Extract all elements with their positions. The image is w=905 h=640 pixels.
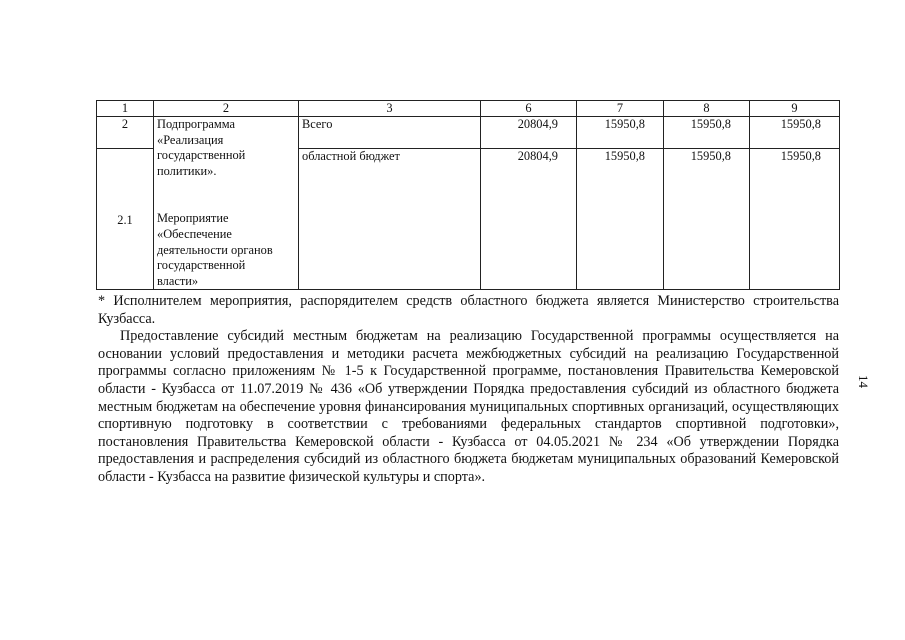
value-cell-8: 15950,8: [664, 117, 750, 149]
row-number: 2.1: [117, 213, 133, 228]
name-cell: [154, 117, 299, 290]
page-number: 14: [856, 375, 871, 388]
header-cell-8: 8: [664, 101, 750, 117]
value-cell-6: 20804,9: [481, 149, 577, 290]
table-header-row: [97, 101, 840, 117]
row-number: 2: [121, 117, 129, 131]
value-cell-6: 20804,9: [481, 117, 577, 149]
header-cell-2: 2: [154, 101, 299, 117]
header-cell-9: 9: [750, 101, 840, 117]
body-text: [98, 293, 839, 487]
table-row-total: [97, 117, 840, 149]
main-paragraph: Предоставление субсидий местным бюджетам на реализацию Государственной программы осуществляется на основании условий предоставления и методики расчета межбюджетных субсидий на реализацию Государственной программы согласно приложениям № 1-5 к Государственной программе, постановления Правительства Кемеровской области - Кузбасса от 11.07.2019 № 436 «Об утверждении Порядка предоставления субсидий из областного бюджета местным бюджетам на обеспечение уровня финансирования муниципальных спортивных организаций, осуществляющих спортивную подготовку в соответствии с требованиями федеральных стандартов спортивной подготовки», постановления Правительства Кемеровской области - Кузбасса от 04.05.2021 № 234 «Об утверждении Порядка предоставления и распределения субсидий из областного бюджета бюджетам муниципальных образований Кемеровской области - Кузбасса на развитие физической культуры и спорта».: [98, 328, 839, 485]
source-cell: Всего: [299, 117, 481, 149]
header-cell-7: 7: [577, 101, 664, 117]
value-cell-8: 15950,8: [664, 149, 750, 290]
budget-table: [96, 100, 840, 290]
value-cell-9: 15950,8: [750, 149, 840, 290]
header-cell-1: 1: [97, 101, 154, 117]
source-cell: областной бюджет: [299, 149, 481, 290]
activity-name: Мероприятие «Обеспечение деятельности органов государственной власти»: [157, 211, 273, 288]
subprogram-name: Подпрограмма «Реализация государственной политики».: [157, 117, 246, 178]
header-cell-3: 3: [299, 101, 481, 117]
row-number-cell: [97, 117, 154, 149]
value-cell-7: 15950,8: [577, 117, 664, 149]
header-cell-6: 6: [481, 101, 577, 117]
row-number-cell: [97, 149, 154, 290]
footnote-paragraph: * Исполнителем мероприятия, распорядителем средств областного бюджета является Министерство строительства Кузбасса.: [98, 293, 839, 327]
value-cell-7: 15950,8: [577, 149, 664, 290]
value-cell-9: 15950,8: [750, 117, 840, 149]
